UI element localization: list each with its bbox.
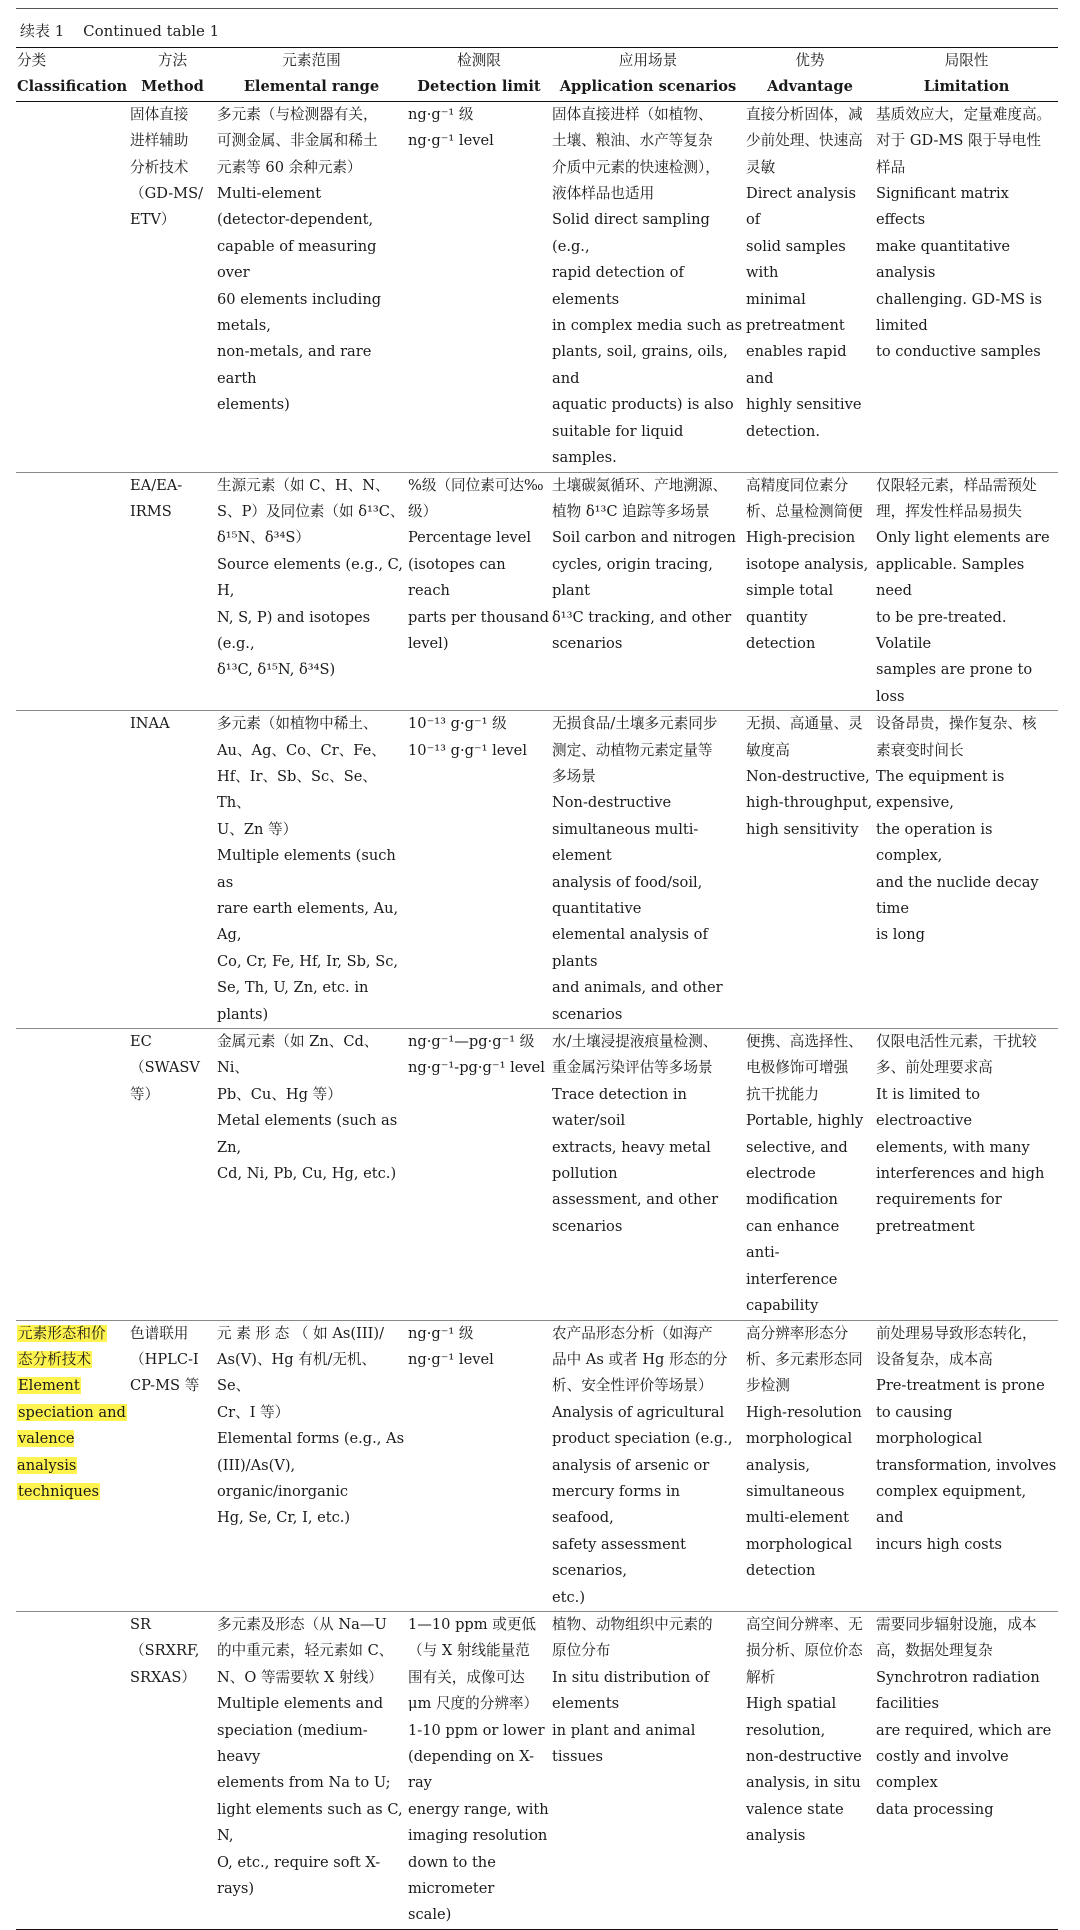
range-line: Pb、Cu、Hg 等） [217,1085,342,1103]
detection-line: down to the micrometer [408,1853,496,1898]
cell-application [551,1611,745,1929]
advantage-line: 抗干扰能力 [746,1085,819,1103]
application-line: analysis of arsenic or [552,1456,710,1474]
detection-line: ng·g⁻¹ level [408,1350,494,1368]
range-line: As(V)、Hg 有机/无机、Se、 [217,1350,377,1395]
limitation-line: 设备昂贵，操作复杂、核 [876,715,1037,733]
limitation-line: It is limited to electroactive [876,1085,981,1130]
table-row [16,1611,1058,1929]
application-line: Solid direct sampling (e.g., [552,211,710,255]
method-line: EC [130,1033,152,1051]
limitation-line: are required, which are [876,1721,1052,1739]
range-line: Metal elements (such as Zn, [217,1112,398,1156]
table-row [16,101,1058,472]
range-line: 多元素及形态（从 Na—U [217,1615,387,1633]
detection-line: Percentage level [408,529,532,547]
header-method-en: Method [129,74,216,101]
advantage-line: valence state analysis [746,1800,844,1845]
application-line: 析、安全性评价等场景） [552,1377,713,1395]
application-line: cycles, origin tracing, plant [552,555,713,600]
application-line: in complex media such as [552,317,743,335]
method-line: IRMS [130,502,172,520]
cell-advantage [745,101,875,472]
detection-line: (depending on X-ray [408,1748,535,1792]
range-line: N、O 等需要软 X 射线） [217,1668,383,1686]
cell-classification [16,472,129,711]
method-line: ETV） [130,211,176,229]
method-line: （SWASV [130,1059,200,1077]
method-line: （SRXRF, [130,1642,200,1660]
range-line: capable of measuring over [217,237,377,282]
table-row [16,711,1058,1029]
cell-detection [407,472,551,711]
application-line: product speciation (e.g., [552,1430,733,1448]
range-line: 元素等 60 余种元素） [217,158,362,176]
range-line: O, etc., require soft X-rays) [217,1853,381,1898]
detection-line: ng·g⁻¹ 级 [408,105,474,123]
advantage-line: minimal pretreatment [746,290,845,335]
limitation-line: requirements for pretreatment [876,1191,1002,1235]
detection-line: 级） [408,502,438,520]
limitation-line: Significant matrix effects [876,185,1009,229]
cell-advantage [745,472,875,711]
application-line: 测定、动植物元素定量等 [552,741,713,759]
header-range-cn: 元素范围 [216,48,407,75]
table-body [16,101,1058,1929]
application-line: suitable for liquid samples. [552,422,684,467]
application-line: plants, soil, grains, oils, and [552,343,728,387]
limitation-line: elements, with many [876,1138,1030,1156]
limitation-line: challenging. GD-MS is limited [876,290,1042,335]
advantage-line: analysis, simultaneous [746,1456,845,1500]
method-line: INAA [130,715,170,733]
application-line: elemental analysis of plants [552,926,708,970]
limitation-line: Only light elements are [876,529,1050,547]
range-line: 60 elements including metals, [217,290,382,335]
cell-range [216,711,407,1029]
cell-classification [16,1611,129,1929]
cell-method [129,1029,216,1320]
cell-application [551,1029,745,1320]
application-line: in plant and animal tissues [552,1721,696,1765]
detection-line: 围有关，成像可达 [408,1668,525,1686]
advantage-line: 解析 [746,1668,776,1686]
limitation-line: 需要同步辐射设施，成本 [876,1615,1037,1633]
cell-method [129,472,216,711]
range-line: 多元素（如植物中稀土、 [217,715,378,733]
cell-range [216,1029,407,1320]
range-line: Hf、Ir、Sb、Sc、Se、Th、 [217,767,377,812]
detection-line: （与 X 射线能量范 [408,1642,530,1660]
range-line: 生源元素（如 C、H、N、 [217,476,390,494]
application-line: aquatic products) is also [552,396,734,414]
application-line: and animals, and other scenarios [552,979,723,1023]
application-line: 水/土壤浸提液痕量检测、 [552,1033,718,1051]
advantage-line: 析、总量检测简便 [746,502,863,520]
application-line: etc.) [552,1588,586,1606]
limitation-line: 基质效应大，定量难度高。 [876,105,1052,123]
advantage-line: High spatial resolution, [746,1695,837,1739]
application-line: 植物 δ¹³C 追踪等多场景 [552,502,710,520]
range-line: (detector-dependent, [217,211,374,229]
classification-line [17,1400,128,1426]
range-line: U、Zn 等） [217,820,298,838]
classification-line [17,1321,128,1347]
application-line: scenarios [552,634,623,652]
cell-classification [16,101,129,472]
range-line: (III)/As(V), organic/inorganic [217,1456,349,1500]
detection-line: μm 尺度的分辨率） [408,1695,539,1713]
detection-line: energy range, with [408,1800,549,1818]
method-line: 进样辅助 [130,132,189,150]
cell-advantage [745,1029,875,1320]
advantage-line: High-resolution [746,1403,862,1421]
detection-line: parts per thousand [408,608,549,626]
advantage-line: High-precision [746,529,856,547]
highlighted-text: Element [18,1377,80,1395]
limitation-line: 高，数据处理复杂 [876,1642,993,1660]
range-line: rare earth elements, Au, Ag, [217,900,399,944]
cell-range [216,101,407,472]
application-line: 多场景 [552,767,596,785]
top-rule [16,8,1058,9]
range-line: 可测金属、非金属和稀土 [217,132,378,150]
application-line: Non-destructive [552,794,672,812]
advantage-line: morphological [746,1535,853,1553]
header-row-cn [16,48,1058,75]
cell-application [551,101,745,472]
caption-cn: 续表 1 [20,22,65,40]
header-classification-en: Classification [16,74,129,101]
classification-line [17,1479,128,1505]
detection-line: 1-10 ppm or lower [408,1721,545,1739]
cell-limitation [875,1029,1058,1320]
application-line: 土壤碳氮循环、产地溯源、 [552,476,728,494]
limitation-line: to conductive samples [876,343,1041,361]
classification-line [17,1347,128,1373]
advantage-line: electrode modification [746,1165,838,1209]
header-limitation-en: Limitation [875,74,1058,101]
cell-application [551,1320,745,1611]
advantage-line: isotope analysis, [746,555,869,573]
cell-advantage [745,1611,875,1929]
limitation-line: applicable. Samples need [876,555,1025,600]
detection-line: imaging resolution [408,1827,548,1845]
advantage-line: solid samples with [746,237,846,282]
range-line: Cd, Ni, Pb, Cu, Hg, etc.) [217,1165,397,1183]
application-line: safety assessment scenarios, [552,1535,687,1580]
detection-line: ng·g⁻¹ level [408,132,494,150]
cell-detection [407,1611,551,1929]
advantage-line: 高分辨率形态分 [746,1324,849,1342]
advantage-line: 少前处理、快速高 [746,132,863,150]
range-line: δ¹⁵N、δ³⁴S） [217,529,310,547]
method-line: （GD-MS/ [130,185,204,203]
application-line: 固体直接进样（如植物、 [552,105,713,123]
range-line: Hg, Se, Cr, I, etc.) [217,1509,351,1527]
advantage-line: 高空间分辨率、无 [746,1615,863,1633]
cell-range [216,1611,407,1929]
application-line: simultaneous multi-element [552,820,699,865]
method-line: 色谱联用 [130,1324,189,1342]
limitation-line: make quantitative analysis [876,237,1011,282]
range-line: Co, Cr, Fe, Hf, Ir, Sb, Sc, [217,952,399,970]
detection-line: 10⁻¹³ g·g⁻¹ level [408,741,527,759]
advantage-line: non-destructive [746,1748,862,1765]
advantage-line: high-throughput, [746,794,873,812]
advantage-line: Direct analysis of [746,185,857,229]
header-method-cn: 方法 [129,48,216,75]
application-line: mercury forms in seafood, [552,1482,681,1527]
cell-limitation [875,1320,1058,1611]
limitation-line: 样品 [876,158,906,176]
application-line: In situ distribution of elements [552,1668,710,1713]
advantage-line: 灵敏 [746,158,776,176]
table-row [16,1029,1058,1320]
limitation-line: the operation is complex, [876,820,993,865]
limitation-line: to be pre-treated. Volatile [876,608,1007,652]
method-line: EA/EA- [130,476,183,494]
limitation-line: 设备复杂，成本高 [876,1350,993,1368]
range-line: δ¹³C, δ¹⁵N, δ³⁴S) [217,661,336,679]
range-line: Multiple elements (such as [217,847,396,891]
advantage-line: 无损、高通量、灵 [746,715,863,733]
limitation-line: to causing morphological [876,1403,983,1448]
range-line: 多元素（与检测器有关， [217,105,378,123]
advantage-line: interference capability [746,1270,838,1315]
advantage-line: 便携、高选择性、 [746,1033,863,1051]
cell-advantage [745,1320,875,1611]
range-line: Multi-element [217,185,322,203]
range-line: 金属元素（如 Zn、Cd、Ni、 [217,1033,379,1077]
application-line: 原位分布 [552,1642,611,1660]
detection-line: 10⁻¹³ g·g⁻¹ 级 [408,715,507,733]
advantage-line: selective, and [746,1138,848,1156]
header-advantage-cn: 优势 [745,48,875,75]
data-table [16,47,1058,1930]
advantage-line: 高精度同位素分 [746,476,849,494]
detection-line: ng·g⁻¹-pg·g⁻¹ level [408,1059,545,1077]
application-line: analysis of food/soil, quantitative [552,873,703,917]
method-line: SR [130,1615,151,1633]
advantage-line: 直接分析固体，减 [746,105,863,123]
detection-line: level) [408,634,449,652]
advantage-line: enables rapid and [746,343,847,387]
advantage-line: can enhance anti- [746,1217,840,1262]
cell-method [129,711,216,1029]
cell-detection [407,711,551,1029]
cell-detection [407,1029,551,1320]
range-line: 的中重元素，轻元素如 C、 [217,1642,394,1660]
application-line: assessment, and other scenarios [552,1191,719,1235]
cell-detection [407,1320,551,1611]
advantage-line: 损分析、原位价态 [746,1642,863,1660]
method-line: （HPLC-I [130,1350,199,1368]
limitation-line: samples are prone to loss [876,661,1033,705]
advantage-line: detection [746,1562,816,1580]
limitation-line: incurs high costs [876,1535,1002,1553]
limitation-line: 仅限轻元素，样品需预处 [876,476,1037,494]
cell-application [551,711,745,1029]
advantage-line: Non-destructive, [746,767,870,785]
header-limitation-cn: 局限性 [875,48,1058,75]
cell-classification [16,1320,129,1611]
advantage-line: morphological [746,1430,853,1448]
application-line: 介质中元素的快速检测）， [552,158,720,176]
range-line: elements) [217,396,290,414]
caption-en: Continued table 1 [83,22,220,40]
table-row [16,472,1058,711]
cell-classification [16,711,129,1029]
application-line: 重金属污染评估等多场景 [552,1059,713,1077]
cell-limitation [875,1611,1058,1929]
advantage-line: 电极修饰可增强 [746,1059,849,1077]
method-line: CP-MS 等 [130,1377,200,1395]
classification-line [17,1373,128,1399]
limitation-line: 前处理易导致形态转化， [876,1324,1037,1342]
range-line: N, S, P) and isotopes (e.g., [217,608,371,652]
cell-limitation [875,472,1058,711]
application-line: 植物、动物组织中元素的 [552,1615,713,1633]
advantage-line: Portable, highly [746,1112,864,1130]
application-line: Soil carbon and nitrogen [552,529,736,547]
cell-range [216,1320,407,1611]
advantage-line: analysis, in situ [746,1774,861,1792]
header-range-en: Elemental range [216,74,407,101]
method-line: 等） [130,1085,160,1103]
range-line: Elemental forms (e.g., As [217,1430,405,1448]
highlighted-text: 态分析技术 [18,1350,91,1368]
range-line: Se, Th, U, Zn, etc. in plants) [217,979,369,1023]
limitation-line: complex equipment, and [876,1482,1027,1527]
table-row [16,1320,1058,1611]
advantage-line: 敏度高 [746,741,790,759]
limitation-line: 对于 GD-MS 限于导电性 [876,132,1041,150]
limitation-line: Synchrotron radiation facilities [876,1668,1040,1713]
header-application-cn: 应用场景 [551,48,745,75]
cell-detection [407,101,551,472]
application-line: rapid detection of elements [552,264,684,308]
advantage-line: 析、多元素形态同 [746,1350,863,1368]
range-line: 元 素 形 态 （ 如 As(III)/ [217,1324,385,1342]
highlighted-text: techniques [18,1482,100,1500]
advantage-line: simple total quantity [746,582,834,626]
range-line: speciation (medium-heavy [217,1721,368,1765]
limitation-line: 多、前处理要求高 [876,1059,993,1077]
application-line: 农产品形态分析（如海产 [552,1324,713,1342]
advantage-line: highly sensitive [746,396,862,414]
cell-advantage [745,711,875,1029]
advantage-line: multi-element [746,1509,850,1527]
detection-line: ng·g⁻¹—pg·g⁻¹ 级 [408,1033,535,1051]
range-line: Source elements (e.g., C, H, [217,555,403,600]
application-line: 液体样品也适用 [552,185,655,203]
application-line: Trace detection in water/soil [552,1085,687,1130]
application-line: extracts, heavy metal pollution [552,1138,711,1183]
range-line: Au、Ag、Co、Cr、Fe、 [217,741,386,759]
detection-line: 1—10 ppm 或更低 [408,1615,537,1633]
application-line: 无损食品/土壤多元素同步 [552,715,718,733]
classification-line [17,1426,128,1479]
limitation-line: Pre-treatment is prone [876,1377,1045,1395]
range-line: S、P）及同位素（如 δ¹³C、 [217,502,405,520]
header-application-en: Application scenarios [551,74,745,101]
cell-range [216,472,407,711]
limitation-line: 仅限电活性元素，干扰较 [876,1033,1037,1051]
limitation-line: 理，挥发性样品易损失 [876,502,1022,520]
limitation-line: transformation, involves [876,1456,1057,1474]
header-detection-cn: 检测限 [407,48,551,75]
detection-line: (isotopes can reach [408,555,506,600]
application-line: 品中 As 或者 Hg 形态的分 [552,1350,728,1368]
detection-line: ng·g⁻¹ 级 [408,1324,474,1342]
cell-method [129,1320,216,1611]
range-line: non-metals, and rare earth [217,343,372,387]
detection-line: scale) [408,1906,452,1924]
cell-classification [16,1029,129,1320]
limitation-line: data processing [876,1800,994,1818]
limitation-line: and the nuclide decay time [876,873,1039,917]
header-detection-en: Detection limit [407,74,551,101]
method-line: SRXAS） [130,1668,196,1686]
limitation-line: The equipment is expensive, [876,767,1005,812]
cell-limitation [875,711,1058,1029]
header-classification-cn: 分类 [16,48,129,75]
detection-line: %级（同位素可达‰ [408,476,544,494]
highlighted-text: speciation and [18,1403,126,1421]
advantage-line: 步检测 [746,1377,790,1395]
highlighted-text: valence analysis [17,1430,77,1474]
cell-limitation [875,101,1058,472]
advantage-line: high sensitivity [746,820,859,838]
table-caption [20,20,219,41]
advantage-line: detection. [746,422,821,440]
cell-method [129,101,216,472]
range-line: elements from Na to U; [217,1774,391,1792]
range-line: Cr、I 等） [217,1403,290,1421]
limitation-line: costly and involve complex [876,1748,1009,1792]
limitation-line: interferences and high [876,1165,1045,1183]
range-line: Multiple elements and [217,1695,384,1713]
header-advantage-en: Advantage [745,74,875,101]
application-line: Analysis of agricultural [552,1403,725,1421]
limitation-line: 素衰变时间长 [876,741,964,759]
cell-method [129,1611,216,1929]
cell-application [551,472,745,711]
application-line: δ¹³C tracking, and other [552,608,732,626]
method-line: 分析技术 [130,158,189,176]
range-line: light elements such as C, N, [217,1800,403,1845]
advantage-line: detection [746,634,816,652]
application-line: 土壤、粮油、水产等复杂 [552,132,713,150]
highlighted-text: 元素形态和价 [18,1324,106,1342]
method-line: 固体直接 [130,105,189,123]
header-row-en [16,74,1058,101]
limitation-line: is long [876,926,925,944]
